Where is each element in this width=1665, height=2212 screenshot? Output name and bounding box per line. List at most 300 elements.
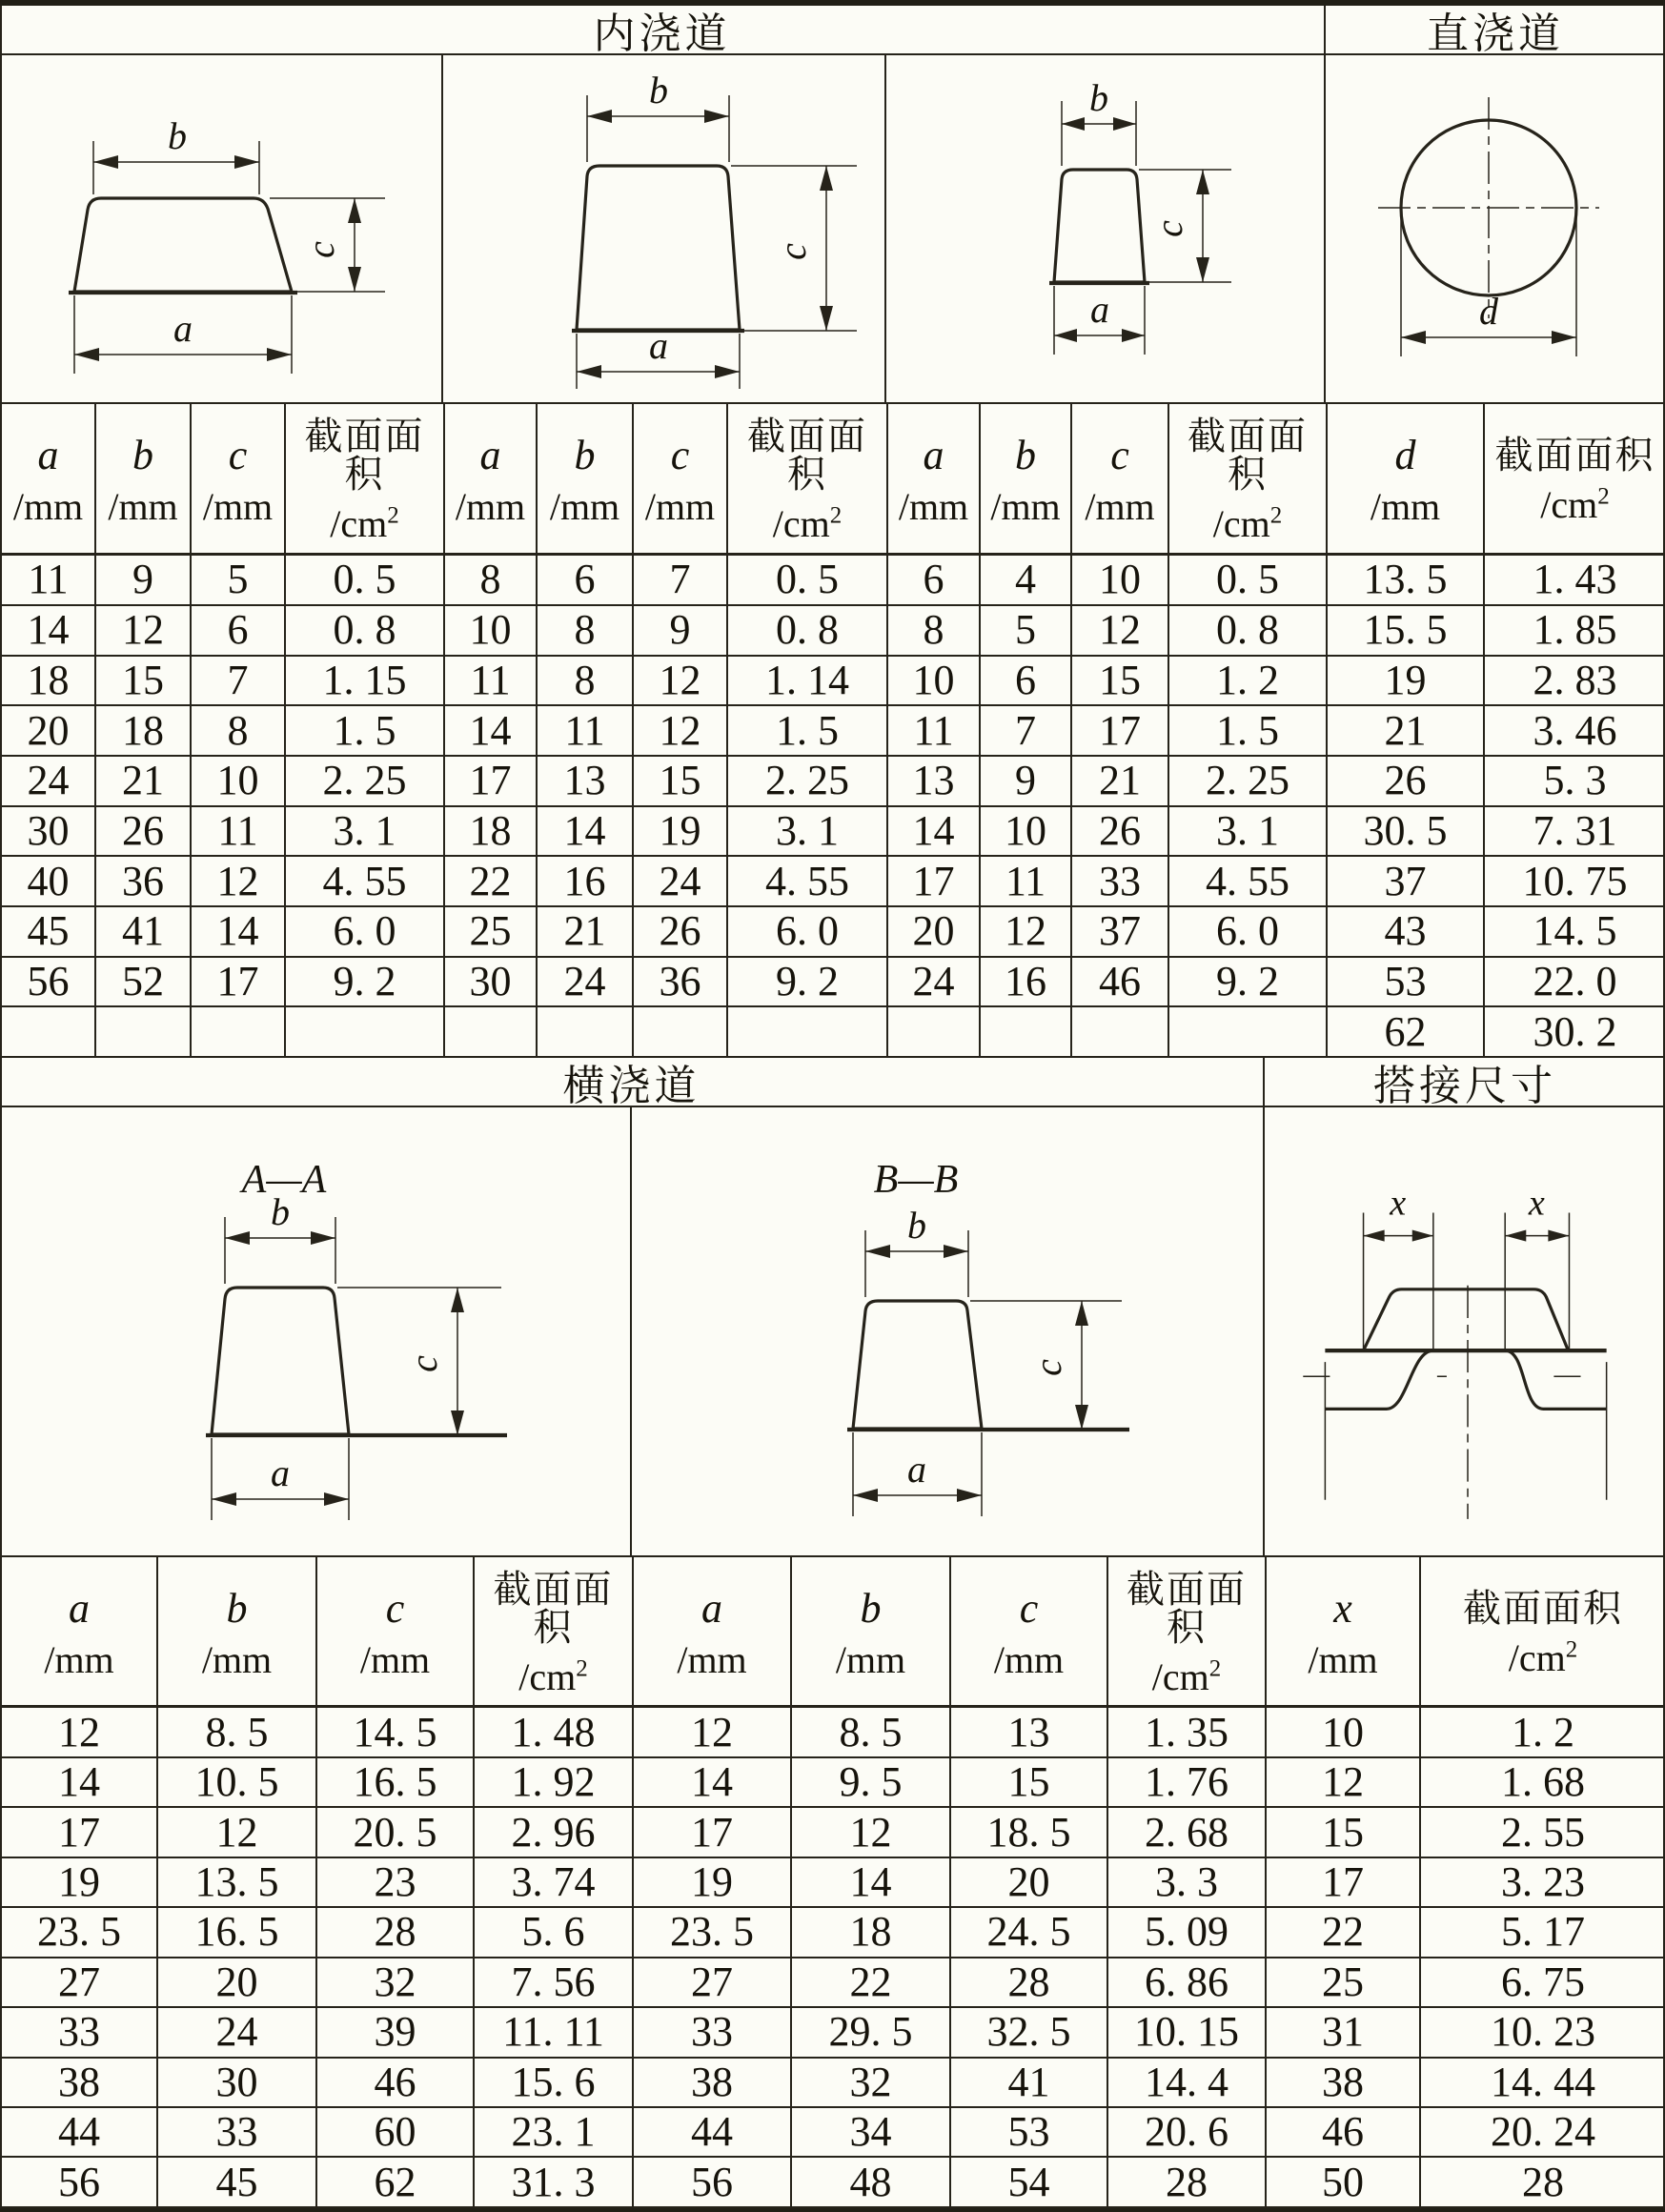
cell: 0. 5 — [1168, 555, 1327, 605]
cell: 12 — [633, 656, 727, 706]
cell: 1. 2 — [1420, 1707, 1665, 1757]
cell: 14 — [1, 1757, 157, 1807]
cell: 15 — [950, 1757, 1107, 1807]
cell: 17 — [1071, 705, 1168, 756]
cell: 0. 8 — [727, 605, 887, 656]
cell: 48 — [791, 2157, 950, 2207]
cell: 13 — [950, 1707, 1107, 1757]
cell: 38 — [633, 2058, 791, 2107]
cell: 23. 1 — [474, 2107, 633, 2157]
cell: 1. 85 — [1484, 605, 1665, 656]
cell: 38 — [1266, 2058, 1420, 2107]
cell: 16. 5 — [157, 1907, 316, 1957]
cell: 1. 35 — [1107, 1707, 1266, 1757]
cell: 1. 76 — [1107, 1757, 1266, 1807]
header-cell: c /mm — [950, 1556, 1107, 1707]
cell: 0. 5 — [727, 555, 887, 605]
dim-label-b: b — [649, 69, 668, 112]
header-cell: c /mm — [316, 1556, 474, 1707]
cell: 26 — [633, 906, 727, 957]
cell: 6 — [980, 656, 1071, 706]
cell: 5. 3 — [1484, 756, 1665, 806]
cell: 17 — [1266, 1857, 1420, 1907]
section-label-bb: B—B — [873, 1158, 959, 1202]
cell: 17 — [1, 1807, 157, 1857]
cell — [980, 1006, 1071, 1057]
table-row — [1, 656, 1665, 706]
cell: 33 — [1, 2007, 157, 2057]
cell: 12 — [1266, 1757, 1420, 1807]
cell: 21 — [1327, 705, 1484, 756]
cell — [95, 1006, 191, 1057]
cell: 19 — [1, 1857, 157, 1907]
dim-label-d: d — [1479, 290, 1498, 333]
cell: 7 — [980, 705, 1071, 756]
cell: 14. 5 — [1484, 906, 1665, 957]
cell: 26 — [95, 806, 191, 857]
cell: 6. 0 — [727, 906, 887, 957]
cell: 2. 25 — [727, 756, 887, 806]
cell: 1. 48 — [474, 1707, 633, 1757]
header-cell: 截面面积 $/cm^2$ — [1168, 403, 1327, 555]
cell: 14. 44 — [1420, 2058, 1665, 2107]
cell: 15 — [1266, 1807, 1420, 1857]
table-row — [1, 705, 1665, 756]
cell: 4. 55 — [727, 856, 887, 906]
header-cell: 截面面积 $/cm^2$ — [1107, 1556, 1266, 1707]
cell: 7 — [633, 555, 727, 605]
cell: 46 — [316, 2058, 474, 2107]
ingate-tall-section-diagram — [443, 55, 884, 402]
cell: 19 — [1327, 656, 1484, 706]
cell: 24 — [537, 957, 633, 1007]
cell: 27 — [1, 1958, 157, 2007]
dim-label-x: x — [1528, 1183, 1545, 1224]
ingate-wide-cell — [0, 55, 443, 402]
cell: 13 — [537, 756, 633, 806]
header-cell: b /mm — [537, 403, 633, 555]
cell: 16 — [980, 957, 1071, 1007]
header-cell: d /mm — [1327, 403, 1484, 555]
cell: 26 — [1071, 806, 1168, 857]
cell: 29. 5 — [791, 2007, 950, 2057]
header-cell: b /mm — [980, 403, 1071, 555]
cell: 9. 2 — [1168, 957, 1327, 1007]
header-cell: c /mm — [1071, 403, 1168, 555]
cell: 14 — [1, 605, 95, 656]
table-row — [1, 1707, 1665, 1757]
cell: 1. 43 — [1484, 555, 1665, 605]
header-cell: 截面面积 $/cm^2$ — [1484, 403, 1665, 555]
cell: 32 — [791, 2058, 950, 2107]
ingate-narrow-cell — [886, 55, 1326, 402]
cell: 27 — [633, 1958, 791, 2007]
ingate-tall-cell — [443, 55, 886, 402]
cell: 11 — [887, 705, 980, 756]
cell: 10 — [1071, 555, 1168, 605]
header-cell: a /mm — [887, 403, 980, 555]
cell: 0. 8 — [1168, 605, 1327, 656]
cell: 21 — [537, 906, 633, 957]
cell: 44 — [1, 2107, 157, 2157]
cell: 0. 5 — [285, 555, 444, 605]
cell: 30 — [1, 806, 95, 857]
cell: 20 — [1, 705, 95, 756]
table-row — [1, 1006, 1665, 1057]
cell: 24 — [157, 2007, 316, 2057]
header-cell: a /mm — [1, 403, 95, 555]
cell: 32 — [316, 1958, 474, 2007]
cell: 10 — [191, 756, 285, 806]
header-cell: 截面面积 $/cm^2$ — [727, 403, 887, 555]
dim-label-b: b — [907, 1204, 926, 1247]
cell: 17 — [191, 957, 285, 1007]
cell: 1. 5 — [285, 705, 444, 756]
cell: 18 — [791, 1907, 950, 1957]
cell: 30. 2 — [1484, 1006, 1665, 1057]
cell: 53 — [1327, 957, 1484, 1007]
cell: 15 — [1071, 656, 1168, 706]
cell: 6. 86 — [1107, 1958, 1266, 2007]
dim-label-b: b — [1089, 76, 1108, 119]
cell: 33 — [633, 2007, 791, 2057]
cell: 17 — [444, 756, 537, 806]
cell: 36 — [633, 957, 727, 1007]
table-row — [1, 1807, 1665, 1857]
cell: 28 — [1107, 2157, 1266, 2207]
header-cell: b /mm — [157, 1556, 316, 1707]
cell: 10 — [980, 806, 1071, 857]
cell: 11 — [191, 806, 285, 857]
lap-joint-cell — [1265, 1107, 1665, 1555]
cell: 12 — [1071, 605, 1168, 656]
cell: 12 — [980, 906, 1071, 957]
cell: 2. 68 — [1107, 1807, 1266, 1857]
table-row — [1, 957, 1665, 1007]
cell: 8 — [887, 605, 980, 656]
lower-header-row — [1, 1556, 1665, 1707]
cell: 6. 0 — [285, 906, 444, 957]
cell: 20. 6 — [1107, 2107, 1266, 2157]
cell: 3. 1 — [285, 806, 444, 857]
header-cell: b /mm — [791, 1556, 950, 1707]
cell: 17 — [633, 1807, 791, 1857]
cell: 9. 5 — [791, 1757, 950, 1807]
cell: 16. 5 — [316, 1757, 474, 1807]
cell: 30 — [157, 2058, 316, 2107]
cell: 1. 68 — [1420, 1757, 1665, 1807]
dim-label-c: c — [402, 1355, 445, 1372]
cell: 10. 5 — [157, 1757, 316, 1807]
header-cell: c /mm — [191, 403, 285, 555]
table-row — [1, 2007, 1665, 2057]
ingate-title: 内浇道 — [0, 6, 1326, 53]
cell: 5 — [980, 605, 1071, 656]
cell: 11. 11 — [474, 2007, 633, 2057]
cell: 45 — [1, 906, 95, 957]
cell: 13. 5 — [1327, 555, 1484, 605]
header-cell: c /mm — [633, 403, 727, 555]
cell: 13 — [887, 756, 980, 806]
cell: 34 — [791, 2107, 950, 2157]
cell: 2. 55 — [1420, 1807, 1665, 1857]
cell: 23. 5 — [633, 1907, 791, 1957]
cell: 16 — [537, 856, 633, 906]
cell: 20 — [157, 1958, 316, 2007]
runner-section-bb-diagram — [632, 1107, 1263, 1555]
upper-header-row — [1, 403, 1665, 555]
cell: 41 — [950, 2058, 1107, 2107]
table-row — [1, 1857, 1665, 1907]
cell: 40 — [1, 856, 95, 906]
cell: 15. 5 — [1327, 605, 1484, 656]
table-row — [1, 2107, 1665, 2157]
cell: 12 — [191, 856, 285, 906]
cell: 5. 17 — [1420, 1907, 1665, 1957]
cell: 54 — [950, 2157, 1107, 2207]
cell: 14 — [191, 906, 285, 957]
top-diagram-row — [0, 55, 1665, 402]
cell — [887, 1006, 980, 1057]
cell: 1. 5 — [727, 705, 887, 756]
cell: 11 — [444, 656, 537, 706]
cell: 24. 5 — [950, 1907, 1107, 1957]
cell: 10. 15 — [1107, 2007, 1266, 2057]
cell: 18. 5 — [950, 1807, 1107, 1857]
table-row — [1, 806, 1665, 857]
header-cell: a /mm — [1, 1556, 157, 1707]
cell: 6 — [887, 555, 980, 605]
cell: 1. 14 — [727, 656, 887, 706]
header-cell: 截面面积 $/cm^2$ — [1420, 1556, 1665, 1707]
sprue-cell — [1326, 55, 1665, 402]
table-row — [1, 2157, 1665, 2207]
cell — [444, 1006, 537, 1057]
dim-label-a: a — [907, 1448, 926, 1491]
table-row — [1, 1907, 1665, 1957]
cell: 38 — [1, 2058, 157, 2107]
cell: 31 — [1266, 2007, 1420, 2057]
cell: 10 — [1266, 1707, 1420, 1757]
cell: 15 — [633, 756, 727, 806]
lap-joint-diagram — [1265, 1107, 1665, 1555]
cell: 12 — [633, 705, 727, 756]
cell: 7 — [191, 656, 285, 706]
cell: 10 — [887, 656, 980, 706]
cell: 46 — [1266, 2107, 1420, 2157]
header-cell: 截面面积 $/cm^2$ — [285, 403, 444, 555]
runner-bb-cell — [632, 1107, 1265, 1555]
cell: 39 — [316, 2007, 474, 2057]
cell: 4. 55 — [1168, 856, 1327, 906]
cell: 14. 4 — [1107, 2058, 1266, 2107]
cell: 11 — [980, 856, 1071, 906]
cell: 18 — [95, 705, 191, 756]
runner-lap-dimensions-table — [0, 1555, 1665, 2208]
table-row — [1, 605, 1665, 656]
cell: 45 — [157, 2157, 316, 2207]
cell: 15. 6 — [474, 2058, 633, 2107]
cell: 2. 25 — [285, 756, 444, 806]
cell: 10. 23 — [1420, 2007, 1665, 2057]
cell: 7. 56 — [474, 1958, 633, 2007]
dim-label-a: a — [1090, 288, 1109, 331]
header-cell: a /mm — [444, 403, 537, 555]
cell: 21 — [1071, 756, 1168, 806]
ingate-wide-section-diagram — [0, 55, 441, 402]
cell — [727, 1006, 887, 1057]
dim-label-x: x — [1390, 1183, 1407, 1224]
cell: 5. 09 — [1107, 1907, 1266, 1957]
cell — [191, 1006, 285, 1057]
cell: 43 — [1327, 906, 1484, 957]
cell: 30. 5 — [1327, 806, 1484, 857]
cell: 21 — [95, 756, 191, 806]
cell: 1. 2 — [1168, 656, 1327, 706]
dim-label-a: a — [173, 307, 193, 350]
cell: 4. 55 — [285, 856, 444, 906]
ingate-sprue-dimensions-table — [0, 402, 1665, 1058]
cell: 8. 5 — [791, 1707, 950, 1757]
cell: 20 — [950, 1857, 1107, 1907]
dim-label-b: b — [271, 1190, 290, 1233]
cell: 56 — [1, 957, 95, 1007]
sprue-title: 直浇道 — [1427, 10, 1564, 57]
cell: 12 — [1, 1707, 157, 1757]
cell: 22 — [1266, 1907, 1420, 1957]
cell: 14. 5 — [316, 1707, 474, 1757]
cell: 31. 3 — [474, 2157, 633, 2207]
cell: 11 — [1, 555, 95, 605]
cell: 2. 25 — [1168, 756, 1327, 806]
cell: 3. 23 — [1420, 1857, 1665, 1907]
cell: 23. 5 — [1, 1907, 157, 1957]
cell: 32. 5 — [950, 2007, 1107, 2057]
cell: 4 — [980, 555, 1071, 605]
cell: 6. 0 — [1168, 906, 1327, 957]
cell — [1, 1006, 95, 1057]
cell: 8 — [537, 656, 633, 706]
cell: 14 — [444, 705, 537, 756]
cell: 12 — [791, 1807, 950, 1857]
cell: 62 — [1327, 1006, 1484, 1057]
cell: 1. 92 — [474, 1757, 633, 1807]
cell: 14 — [887, 806, 980, 857]
cell: 33 — [157, 2107, 316, 2157]
cell — [1168, 1006, 1327, 1057]
cell: 15 — [95, 656, 191, 706]
cell: 8. 5 — [157, 1707, 316, 1757]
table-row — [1, 856, 1665, 906]
cell: 9 — [633, 605, 727, 656]
cell: 3. 1 — [727, 806, 887, 857]
cell: 22. 0 — [1484, 957, 1665, 1007]
cell: 9 — [980, 756, 1071, 806]
middle-title-row — [0, 1058, 1665, 1107]
cell: 11 — [537, 705, 633, 756]
cell: 24 — [887, 957, 980, 1007]
cell: 8 — [191, 705, 285, 756]
cell: 14 — [791, 1857, 950, 1907]
cell: 6 — [537, 555, 633, 605]
cell: 0. 8 — [285, 605, 444, 656]
cell: 24 — [1, 756, 95, 806]
cell: 30 — [444, 957, 537, 1007]
header-cell: a /mm — [633, 1556, 791, 1707]
cell: 9 — [95, 555, 191, 605]
cell: 28 — [950, 1958, 1107, 2007]
section-label-aa: A—A — [241, 1158, 327, 1202]
cell: 3. 1 — [1168, 806, 1327, 857]
runner-title: 横浇道 — [0, 1058, 1265, 1106]
cell: 25 — [444, 906, 537, 957]
cell: 12 — [95, 605, 191, 656]
cell: 6 — [191, 605, 285, 656]
cell: 22 — [444, 856, 537, 906]
header-cell: x /mm — [1266, 1556, 1420, 1707]
cell: 10. 75 — [1484, 856, 1665, 906]
cell: 37 — [1327, 856, 1484, 906]
cell: 24 — [633, 856, 727, 906]
cell: 12 — [157, 1807, 316, 1857]
cell: 17 — [887, 856, 980, 906]
cell: 46 — [1071, 957, 1168, 1007]
cell: 6. 75 — [1420, 1958, 1665, 2007]
cell: 22 — [791, 1958, 950, 2007]
table-row — [1, 906, 1665, 957]
cell: 44 — [633, 2107, 791, 2157]
table-row — [1, 555, 1665, 605]
cell: 19 — [633, 806, 727, 857]
dim-label-a: a — [271, 1451, 290, 1494]
cell: 53 — [950, 2107, 1107, 2157]
cell: 26 — [1327, 756, 1484, 806]
table-row — [1, 2058, 1665, 2107]
runner-aa-cell — [0, 1107, 632, 1555]
cell: 9. 2 — [727, 957, 887, 1007]
table-row — [1, 1757, 1665, 1807]
top-title-row — [0, 6, 1665, 55]
cell — [1071, 1006, 1168, 1057]
cell: 2. 83 — [1484, 656, 1665, 706]
page-bottom-rule — [0, 2208, 1665, 2212]
header-cell: 截面面积 $/cm^2$ — [474, 1556, 633, 1707]
cell: 14 — [633, 1757, 791, 1807]
cell: 1. 15 — [285, 656, 444, 706]
cell: 14 — [537, 806, 633, 857]
cell: 33 — [1071, 856, 1168, 906]
cell: 56 — [633, 2157, 791, 2207]
cell — [285, 1006, 444, 1057]
cell: 2. 96 — [474, 1807, 633, 1857]
cell: 12 — [633, 1707, 791, 1757]
cell: 3. 3 — [1107, 1857, 1266, 1907]
cell: 19 — [633, 1857, 791, 1907]
cell: 7. 31 — [1484, 806, 1665, 857]
cell: 1. 5 — [1168, 705, 1327, 756]
cell: 8 — [537, 605, 633, 656]
dim-label-c: c — [1147, 220, 1190, 237]
dim-label-c: c — [1026, 1359, 1069, 1376]
dim-label-c: c — [771, 243, 814, 260]
cell: 50 — [1266, 2157, 1420, 2207]
dim-label-b: b — [168, 114, 187, 157]
cell: 20 — [887, 906, 980, 957]
cell: 13. 5 — [157, 1857, 316, 1907]
cell: 3. 46 — [1484, 705, 1665, 756]
cell: 37 — [1071, 906, 1168, 957]
table-row — [1, 756, 1665, 806]
